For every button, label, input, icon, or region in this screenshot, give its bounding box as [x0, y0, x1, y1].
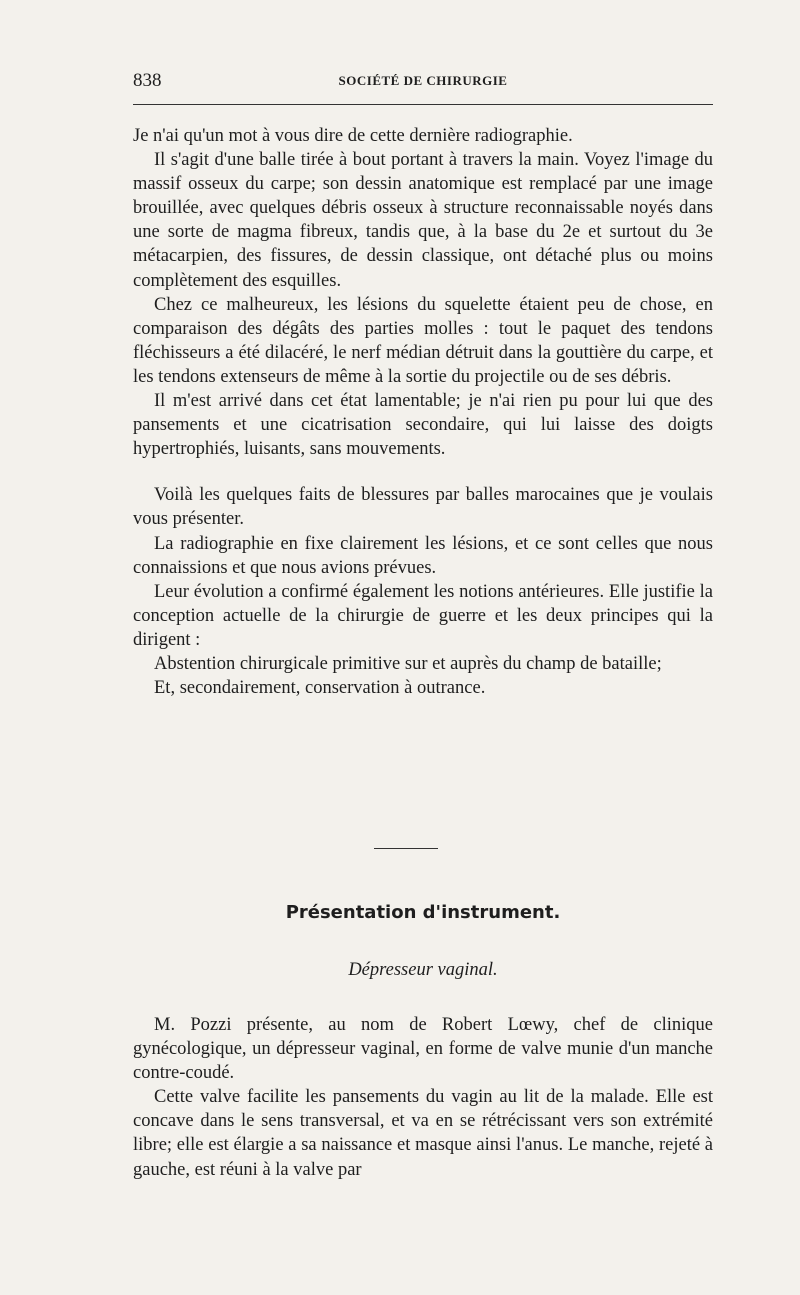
- paragraph: Il m'est arrivé dans cet état lamentable; je n'ai rien pu pour lui que des pansements et une cicatrisation secondaire, qui lui laisse des doigts hypertrophiés, luisants, sans mouvements.: [133, 391, 713, 460]
- paragraph: La radiographie en fixe clairement les lésions, et ce sont celles que nous connaissions et que nous avions prévues.: [133, 533, 713, 578]
- paragraph: Abstention chirurgicale primitive sur et auprès du champ de bataille;: [154, 653, 662, 674]
- paragraph: Il s'agit d'une balle tirée à bout portant à travers la main. Voyez l'image du massif osseux du carpe; son dessin anatomique est remplacé par une image brouillée, avec quelques débris osseux à structure reconnaissable noyés dans une sorte de magma fibreux, tandis que, à la base du 2e et surtout du 3e métacarpien, des fissures, de dessin classique, ont détaché plus ou moins complètement des esquilles.: [133, 150, 713, 291]
- section-title: Présentation d'instrument.: [285, 902, 561, 923]
- paragraph: Chez ce malheureux, les lésions du squelette étaient peu de chose, en comparaison des dégâts des parties molles : tout le paquet des tendons fléchisseurs a été dilacéré, le nerf médian détruit dans la gouttière du carpe, et les tendons extenseurs de même à la sortie du projectile ou de ses débris.: [133, 294, 713, 387]
- section-subtitle: Dépresseur vaginal.: [348, 960, 498, 980]
- page-number: 838: [133, 70, 162, 91]
- running-title: SOCIÉTÉ DE CHIRURGIE: [338, 73, 508, 88]
- section-separator: [374, 848, 438, 849]
- page-header: [133, 70, 713, 94]
- paragraph-gap: [133, 461, 713, 483]
- paragraph: Et, secondairement, conservation à outrance.: [154, 678, 486, 699]
- paragraph: Leur évolution a confirmé également les notions antérieures. Elle justifie la conception actuelle de la chirurgie de guerre et les deux principes qui la dirigent :: [133, 581, 713, 650]
- paragraph: M. Pozzi présente, au nom de Robert Lœwy, chef de clinique gynécologique, un dépresseur vaginal, en forme de valve munie d'un manche contre-coudé.: [133, 1015, 713, 1084]
- main-text: [133, 124, 713, 700]
- paragraph: Voilà les quelques faits de blessures par balles marocaines que je voulais vous présenter.: [133, 485, 713, 530]
- paragraph: Je n'ai qu'un mot à vous dire de cette dernière radiographie.: [133, 126, 573, 146]
- header-rule: [133, 104, 713, 105]
- section-text: [133, 1013, 713, 1182]
- paragraph: Cette valve facilite les pansements du vagin au lit de la malade. Elle est concave dans le sens transversal, et va en se rétrécissant vers son extrémité libre; elle est élargie a sa naissance et masque ainsi l'anus. Le manche, rejeté à gauche, est réuni à la valve par: [133, 1087, 713, 1180]
